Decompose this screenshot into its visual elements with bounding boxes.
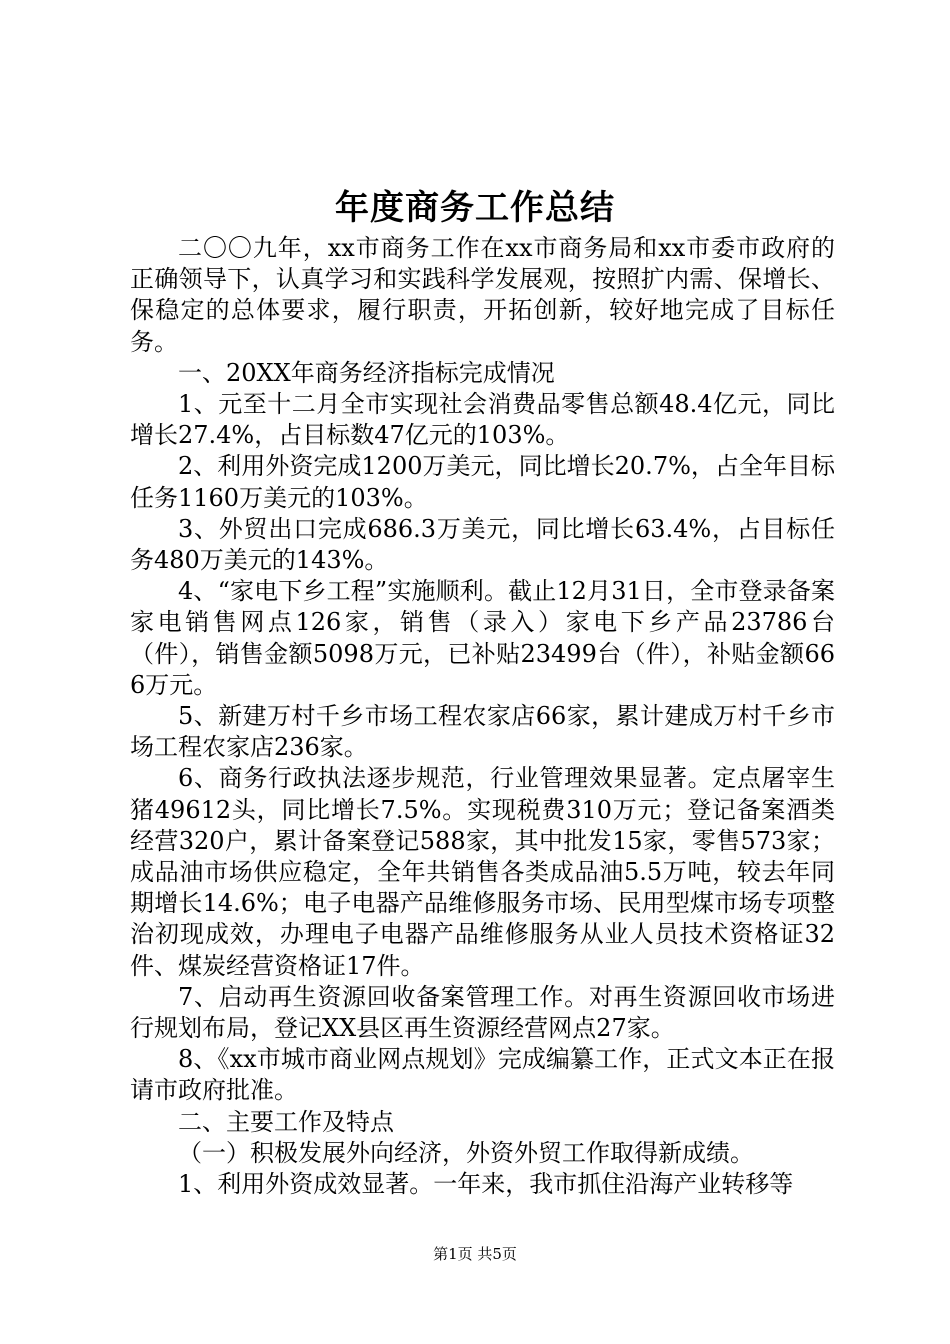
list-item-7: 7、启动再生资源回收备案管理工作。对再生资源回收市场进行规划布局，登记XX县区再生资源经营网点27家。 <box>130 982 835 1043</box>
list-item-2: 2、利用外资完成1200万美元，同比增长20.7%，占全年目标任务1160万美元的103%。 <box>130 452 835 512</box>
page-footer: 第1页 共5页 <box>433 1245 517 1263</box>
subsection-heading-1: （一）积极发展外向经济，外资外贸工作取得新成绩。 <box>178 1138 754 1167</box>
list-item-1: 1、元至十二月全市实现社会消费品零售总额48.4亿元，同比增长27.4%，占目标数47亿元的103%。 <box>130 390 835 450</box>
document-body <box>130 233 835 1200</box>
list-item-6: 6、商务行政执法逐步规范，行业管理效果显著。定点屠宰生猪49612头，同比增长7.5%。实现税费310万元；登记备案酒类经营320户，累计备案登记588家，其中批发15家，零售573家；成品油市场供应稳定，全年共销售各类成品油5.5万吨，较去年同期增长14.6%；电子电器产品维修服务市场、民用型煤市场专项整治初现成效，办理电子电器产品维修服务从业人员技术资格证32件、煤炭经营资格证17件。 <box>130 764 835 980</box>
list-item-3: 3、外贸出口完成686.3万美元，同比增长63.4%，占目标任务480万美元的143%。 <box>130 514 835 575</box>
list-item-4: 4、“家电下乡工程”实施顺利。截止12月31日，全市登录备案家电销售网点126家，销售（录入）家电下乡产品23786台（件），销售金额5098万元，已补贴23499台（件），补贴金额666万元。 <box>130 577 835 699</box>
section-heading-2: 二、主要工作及特点 <box>178 1107 394 1136</box>
intro-paragraph: 二〇〇九年，xx市商务工作在xx市商务局和xx市委市政府的正确领导下，认真学习和实践科学发展观，按照扩内需、保增长、保稳定的总体要求，履行职责，开拓创新，较好地完成了目标任务。 <box>130 234 835 356</box>
list-item-8: 8、《xx市城市商业网点规划》完成编纂工作，正式文本正在报请市政府批准。 <box>130 1045 835 1105</box>
section-heading-1: 一、20XX年商务经济指标完成情况 <box>178 358 555 387</box>
paragraph-foreign-investment: 1、利用外资成效显著。一年来，我市抓住沿海产业转移等 <box>178 1170 794 1199</box>
list-item-5: 5、新建万村千乡市场工程农家店66家，累计建成万村千乡市场工程农家店236家。 <box>130 702 835 762</box>
document-title: 年度商务工作总结 <box>335 188 615 228</box>
